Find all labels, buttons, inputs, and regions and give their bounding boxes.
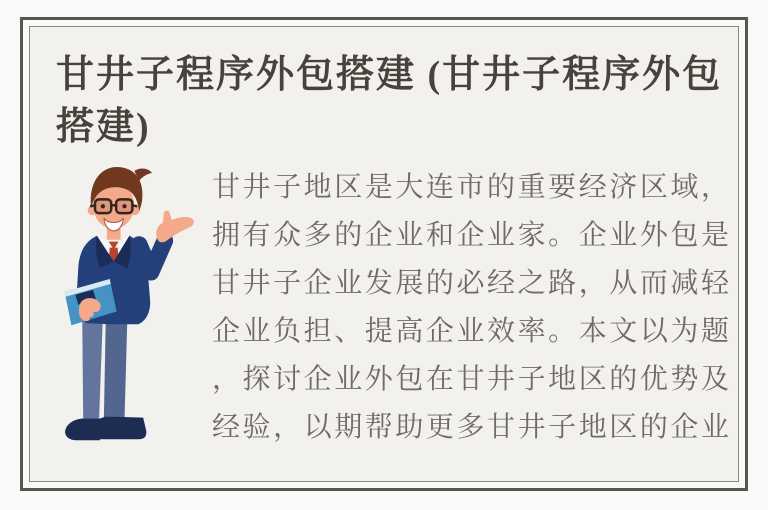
trouser-leg-left <box>82 316 103 422</box>
trouser-leg-right <box>104 314 128 420</box>
businessman-illustration <box>38 161 210 456</box>
illustration-column <box>30 161 210 456</box>
body-line: 拥有众多的企业和企业家。企业外包是 <box>212 218 730 251</box>
glasses-arm-right <box>132 205 137 206</box>
glasses-arm-left <box>90 205 95 206</box>
body-line: 企业负担、提高企业效率。本文以为题 <box>212 314 730 347</box>
body-line: 甘井子地区是大连市的重要经济区域， <box>212 170 730 203</box>
body-line: 经验，以期帮助更多甘井子地区的企业 <box>212 410 730 443</box>
body-text <box>212 163 730 451</box>
body-line: 甘井子企业发展的必经之路，从而减轻 <box>212 266 730 299</box>
title-line-1: 甘井子程序外包搭建 (甘井子程序外包 <box>56 54 723 96</box>
eye-right <box>122 204 126 208</box>
presenting-hand <box>156 211 194 243</box>
inner-frame-border <box>29 26 739 482</box>
body-line: ，探讨企业外包在甘井子地区的优势及 <box>212 362 730 395</box>
page-title <box>56 49 723 153</box>
outer-frame-border <box>20 17 748 491</box>
title-line-2: 搭建) <box>56 106 151 148</box>
article-body <box>30 161 738 456</box>
eye-left <box>101 204 105 208</box>
shoe-right <box>90 417 147 440</box>
presenting-arm-sleeve <box>139 241 165 272</box>
